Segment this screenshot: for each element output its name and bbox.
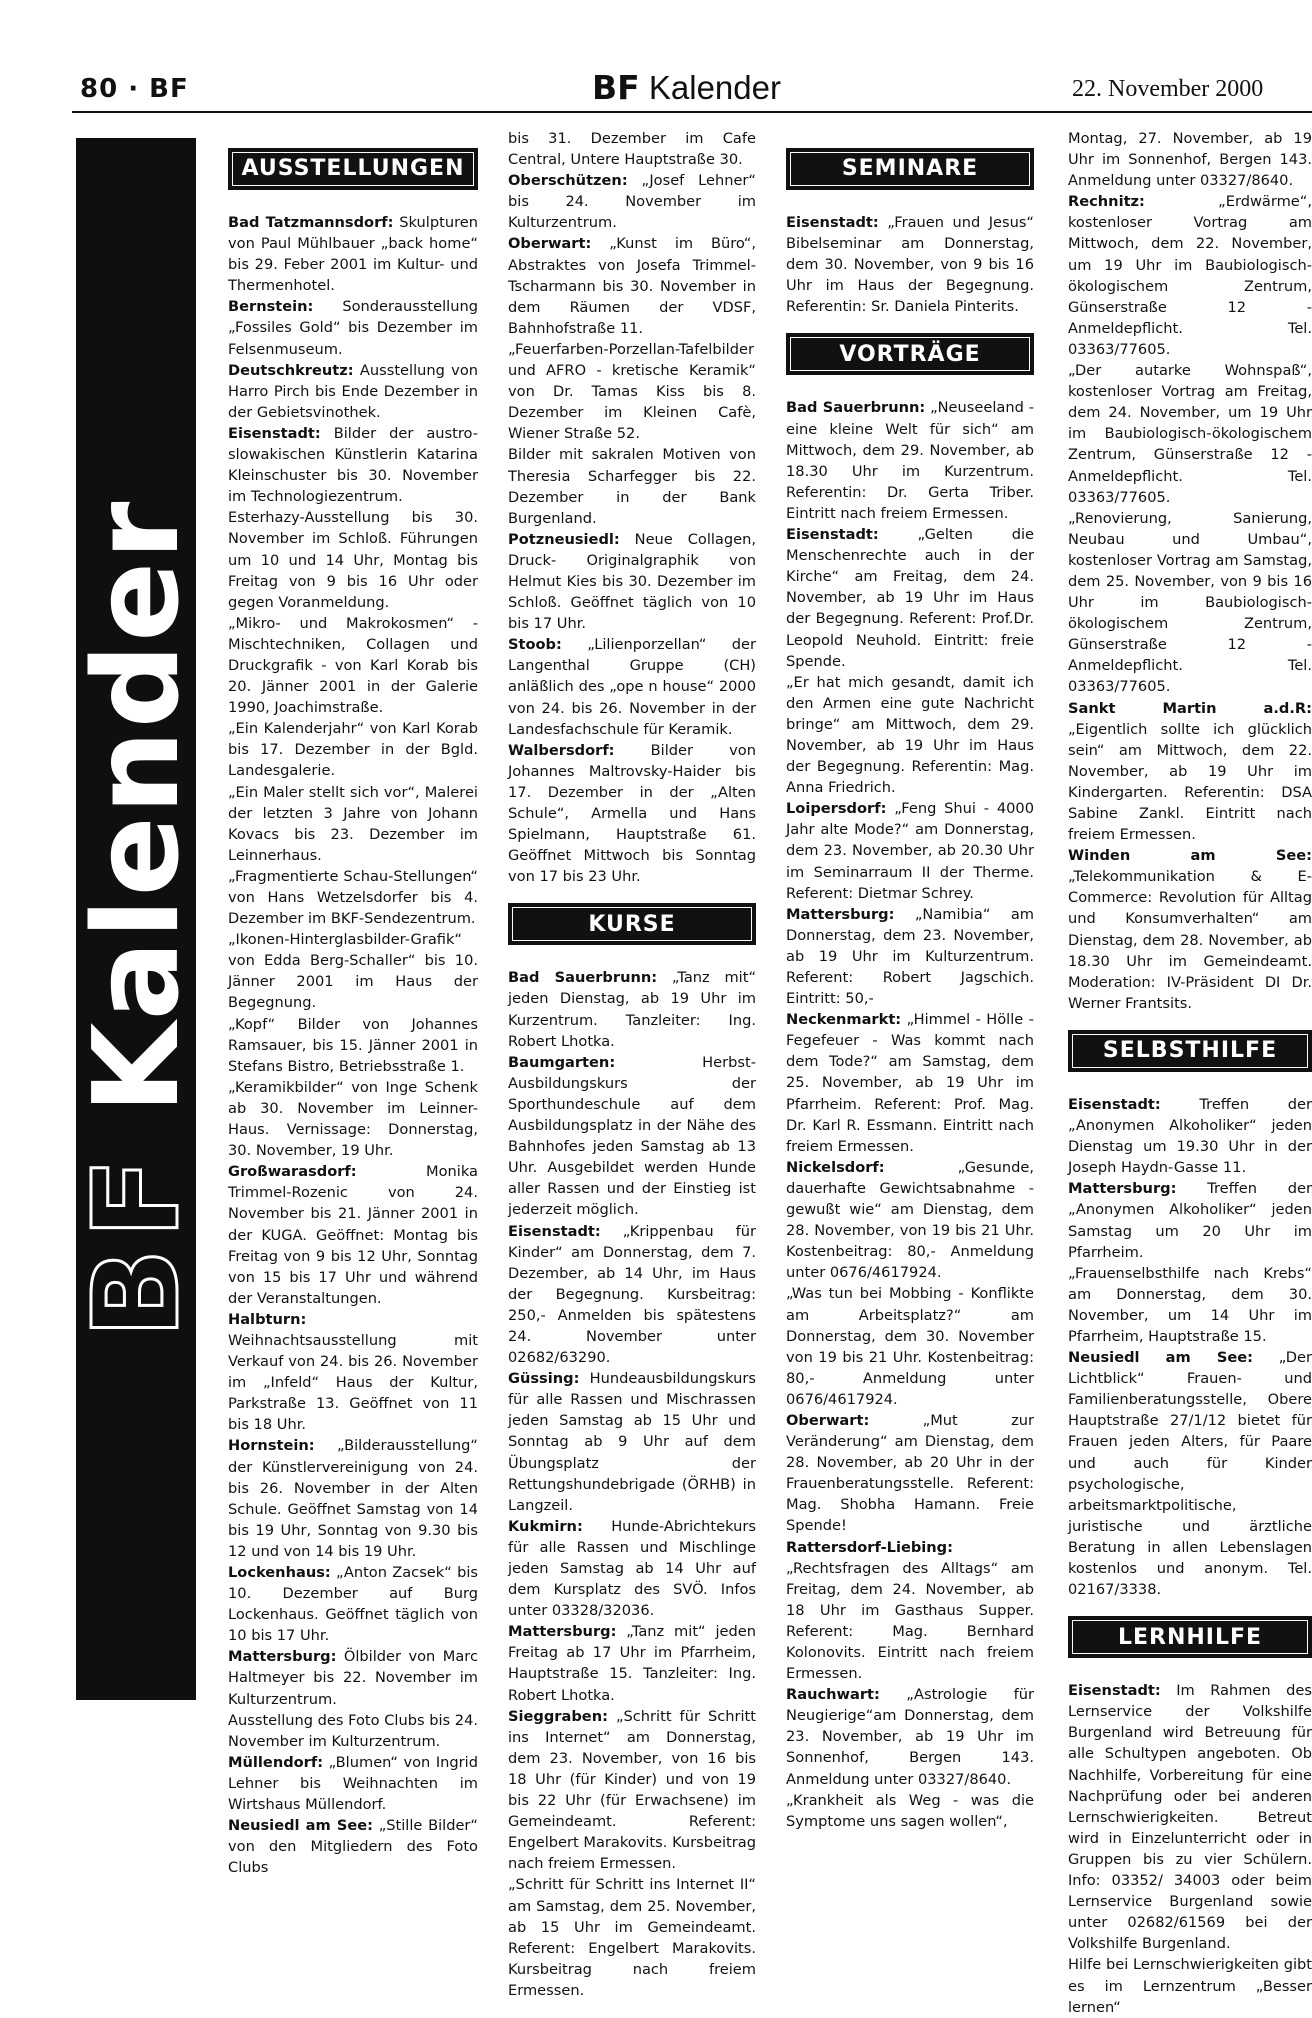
listing-text: „Neuseeland - eine kleine Welt für sich“ am Mittwoch, dem 29. November, ab 18.30 Uhr im Kurzentrum. Referentin: Dr. Gerta Triber. Eintritt nach freiem Ermessen. <box>786 399 1034 522</box>
side-banner-text <box>67 499 205 1339</box>
listing <box>508 1052 756 1221</box>
listing-place: Bad Sauerbrunn: <box>786 399 926 417</box>
listing <box>508 1221 756 1369</box>
listing <box>228 423 478 507</box>
listing-text: „Schritt für Schritt ins Internet II“ am Samstag, dem 25. November, ab 15 Uhr im Gemeindeamt. Referent: Engelbert Marakovits. Kursbeitrag nach freiem Ermessen. <box>508 1876 756 1999</box>
listing-text: „Frauenselbsthilfe nach Krebs“ am Donnerstag, dem 30. November, um 14 Uhr im Pfarrheim, Hauptstraße 15. <box>1068 1264 1312 1345</box>
listing-text: Sonderausstellung „Fossiles Gold“ bis Dezember im Felsenmuseum. <box>228 298 478 358</box>
listing-place: Neckenmarkt: <box>786 1011 902 1029</box>
listing-text: „Gelten die Menschenrechte auch in der Kirche“ am Freitag, dem 24. November, ab 19 Uhr im Haus der Begegnung. Referent: Prof.Dr. Leopold Neuhold. Eintritt: freie Spende. <box>786 526 1034 670</box>
listing <box>1068 1347 1312 1600</box>
column-2 <box>508 128 757 1999</box>
listing-text: „Erdwärme“, kostenloser Vortrag am Mittwoch, dem 22. November, um 19 Uhr im Baubiologisch-ökologischem Zentrum, Günserstraße 12 - Anmeldepflicht. Tel. 03363/77605. <box>1068 193 1312 358</box>
listing <box>228 866 478 929</box>
listing <box>786 672 1034 799</box>
listing-place: Großwarasdorf: <box>228 1163 357 1181</box>
listing-place: Sankt Martin a.d.R: <box>1068 699 1312 717</box>
listing-place: Eisenstadt: <box>1068 1682 1161 1700</box>
listing-place: Eisenstadt: <box>228 424 321 442</box>
listing-text: bis 31. Dezember im Cafe Central, Untere Hauptstraße 30. <box>508 130 756 169</box>
listing <box>1068 1680 1312 1954</box>
listing <box>1068 845 1312 1014</box>
listing-text: Neue Collagen, Druck- Originalgraphik von Helmut Kies bis 30. Dezember im Schloß. Geöffnet täglich von 10 bis 17 Uhr. <box>508 530 756 633</box>
heading-vortraege: VORTRÄGE <box>786 333 1034 375</box>
listing-place: Kukmirn: <box>508 1517 583 1535</box>
listing-place: Eisenstadt: <box>786 214 879 231</box>
listing-place: Müllendorf: <box>228 1753 324 1771</box>
listing <box>1068 698 1312 846</box>
listing-place: Neusiedl am See: <box>1068 1349 1254 1367</box>
listing <box>508 1621 756 1705</box>
listing <box>228 1562 478 1646</box>
listing-text: „Gesunde, dauerhafte Gewichtsabnahme - gewußt wie“ am Dienstag, dem 28. November, von 19 bis 21 Uhr. Kostenbeitrag: 80,- Anmeldung unter 0676/4617924. <box>786 1158 1034 1282</box>
listing <box>228 360 478 423</box>
listing-text: Ausstellung von Harro Pirch bis Ende Dezember in der Gebietsvinothek. <box>228 361 478 421</box>
listing <box>1068 191 1312 360</box>
listing-place: Deutschkreutz: <box>228 361 354 379</box>
listing-text: Monika Trimmel-Rozenic von 24. November bis 21. Jänner 2001 in der KUGA. Geöffnet: Montag bis Freitag von 9 bis 12 Uhr, Sonntag von 15 bis 17 Uhr und während der Veranstaltungen. <box>228 1163 478 1307</box>
listing-place: Nickelsdorf: <box>786 1158 885 1176</box>
listing-text: „Telekommunikation & E-Commerce: Revolution für Alltag und Konsumverhalten“ am Dienstag, dem 28. November, ab 18.30 Uhr im Gemeindeamt. Moderation: IV-Präsident DI Dr. Werner Frantsits. <box>1068 868 1312 1012</box>
listing-text: Hunde-Abrichtekurs für alle Rassen und Mischlinge jeden Samstag ab 14 Uhr auf dem Kursplatz des SVÖ. Infos unter 03328/32036. <box>508 1517 756 1620</box>
listing <box>786 1157 1034 1284</box>
listing <box>786 1790 1034 1832</box>
listing-text: Bilder der austro-slowakischen Künstlerin Katarina Kleinschuster bis 30. November im Technologiezentrum. <box>228 424 478 506</box>
listing <box>508 339 756 444</box>
listing <box>508 740 756 888</box>
listing-place: Oberwart: <box>786 1411 870 1429</box>
heading-kurse: KURSE <box>508 903 756 945</box>
listing-text: „Ein Kalenderjahr“ von Karl Korab bis 17. Dezember in der Bgld. Landesgalerie. <box>228 720 478 780</box>
issue-date: 22. November 2000 <box>1072 76 1264 102</box>
listing <box>508 1874 756 2001</box>
listing-text: „Was tun bei Mobbing - Konflikte am Arbeitsplatz?“ am Donnerstag, dem 30. November von 19 bis 21 Uhr. Kostenbeitrag: 80,- Anmeldung unter 0676/4617924. <box>786 1285 1034 1408</box>
listing <box>508 444 756 528</box>
listing <box>228 1435 478 1562</box>
listing <box>786 1410 1034 1537</box>
listing <box>228 1646 478 1709</box>
listing-text: „Frauen und Jesus“ Bibelseminar am Donnerstag, dem 30. November, von 9 bis 16 Uhr im Haus der Begegnung. Referentin: Sr. Daniela Pinterits. <box>786 214 1034 316</box>
listing-text: „Anton Zacsek“ bis 10. Dezember auf Burg Lockenhaus. Geöffnet täglich von 10 bis 17 Uhr. <box>228 1564 478 1645</box>
listing <box>786 1283 1034 1410</box>
listing-place: Mattersburg: <box>228 1648 337 1666</box>
listing-text: „Himmel - Hölle - Fegefeuer - Was kommt nach dem Tode?“ am Samstag, dem 25. November, ab 19 Uhr im Pfarrheim. Referent: Prof. Mag. Dr. Karl R. Essmann. Eintritt nach freiem Ermessen. <box>786 1011 1034 1155</box>
listing <box>228 296 478 359</box>
listing <box>508 233 756 338</box>
column-4 <box>1068 128 1312 2016</box>
listing-place: Eisenstadt: <box>508 1222 601 1240</box>
heading-selbsthilfe: SELBSTHILFE <box>1068 1030 1312 1072</box>
listing-place: Halbturn: <box>228 1310 307 1328</box>
listing <box>786 1537 1034 1685</box>
listing <box>1068 128 1312 191</box>
listing-place: Oberwart: <box>508 235 592 253</box>
listing-place: Stoob: <box>508 636 562 654</box>
listing-place: Winden am See: <box>1068 847 1312 865</box>
listing-text: Bilder mit sakralen Motiven von Theresia Scharfegger bis 22. Dezember in der Bank Burgenland. <box>508 446 756 527</box>
listing <box>228 1710 478 1752</box>
page-header <box>72 66 1312 110</box>
listing <box>228 613 478 718</box>
listing <box>1068 1178 1312 1262</box>
listing-text: „Krippenbau für Kinder“ am Donnerstag, dem 7. Dezember, ab 14 Uhr, im Haus der Begegnung. Kursbeitrag: 250,- Anmelden bis spätestens 24. November unter 02682/63290. <box>508 1222 756 1367</box>
masthead-word: Kalender <box>648 69 781 106</box>
listing-text: „Renovierung, Sanierung, Neubau und Umbau“, kostenloser Vortrag am Samstag, dem 25. November, von 9 bis 16 Uhr im Baubiologisch-ökologischem Zentrum, Günserstraße 12 - Anmeldepflicht. Tel. 03363/77605. <box>1068 509 1312 696</box>
listing-text: „Kopf“ Bilder von Johannes Ramsauer, bis 15. Jänner 2001 in Stefans Bistro, Betriebsstraße 1. <box>228 1015 478 1075</box>
listing-place: Eisenstadt: <box>1068 1095 1161 1113</box>
listing <box>508 1516 756 1621</box>
listing-text: „Rechtsfragen des Alltags“ am Freitag, dem 24. November, ab 18 Uhr im Gasthaus Supper. Referent: Mag. Bernhard Kolonovits. Eintritt nach freiem Ermessen. <box>786 1559 1034 1683</box>
listing-text: Ölbilder von Marc Haltmeyer bis 22. November im Kulturzentrum. <box>228 1648 478 1708</box>
listing-place: Bad Tatzmannsdorf: <box>228 214 394 231</box>
listing-place: Bernstein: <box>228 298 314 316</box>
listing <box>508 1368 756 1516</box>
listing-text: Hilfe bei Lernschwierigkeiten gibt es im Lernzentrum „Besser lernen“ <box>1068 1956 1312 2016</box>
listing-text: Ausstellung des Foto Clubs bis 24. November im Kulturzentrum. <box>228 1711 478 1750</box>
listing <box>228 507 478 612</box>
page-number: 80 · BF <box>80 74 189 104</box>
listing-place: Baumgarten: <box>508 1053 616 1071</box>
listing <box>228 929 478 1013</box>
listing <box>228 1752 478 1815</box>
listing-place: Neusiedl am See: <box>228 1817 373 1835</box>
listing-place: Rauchwart: <box>786 1686 880 1704</box>
listing-place: Mattersburg: <box>1068 1180 1177 1198</box>
column-1 <box>228 128 478 1877</box>
listing <box>228 1161 478 1309</box>
listing-text: Treffen der „Anonymen Alkoholiker“ jeden Samstag um 20 Uhr im Pfarrheim. <box>1068 1180 1312 1261</box>
listing <box>786 212 1034 317</box>
listing <box>786 397 1034 524</box>
column-3 <box>786 128 1034 1830</box>
listing <box>228 1014 478 1077</box>
listing <box>228 212 478 296</box>
listing-text: „Bilderausstellung“ der Künstlervereinigung von 24. bis 26. November in der Alten Schule. Geöffnet Samstag von 14 bis 19 Uhr, Sonntag von 9.30 bis 12 und von 14 bis 19 Uhr. <box>228 1437 478 1560</box>
listing <box>1068 508 1312 698</box>
heading-lernhilfe: LERNHILFE <box>1068 1616 1312 1658</box>
listing-text: „Josef Lehner“ bis 24. November im Kulturzentrum. <box>508 172 756 232</box>
listing-place: Hornstein: <box>228 1437 315 1455</box>
listing <box>786 524 1034 672</box>
listing-text: Weihnachtsausstellung mit Verkauf von 24. bis 26. November im „Infeld“ Haus der Kultur, Parkstraße 13. Geöffnet von 11 bis 18 Uhr. <box>228 1331 478 1434</box>
listing-place: Güssing: <box>508 1370 580 1388</box>
listing <box>508 967 756 1051</box>
listing-text: „Tanz mit“ jeden Dienstag, ab 19 Uhr im Kurzentrum. Tanzleiter: Ing. Robert Lhotka. <box>508 969 757 1050</box>
listing-text: „Ein Maler stellt sich vor“, Malerei der letzten 3 Jahre von Johann Kovacs bis 23. Dezember im Leinnerhaus. <box>228 783 478 864</box>
listing-text: Im Rahmen des Lernservice der Volkshilfe Burgenland wird Betreuung für alle Schultypen angeboten. Ob Nachhilfe, Vorbereitung für eine Nachprüfung oder bei anderen Lernschwierigkeiten. Betreut wird in Einzelunterricht oder in Gruppen bis zu vier Schülern. Info: 03352/ 34003 oder beim Lernservice Burgenland sowie unter 02682/61569 bei der Volkshilfe Burgenland. <box>1068 1682 1312 1953</box>
listing-text: „Lilienporzellan“ der Langenthal Gruppe (CH) anläßlich des „ope n house“ 2000 von 24. bis 26. November in der Landesfachschule für Keramik. <box>508 636 756 738</box>
listing-text: „Mut zur Veränderung“ am Dienstag, dem 28. November, ab 20 Uhr in der Frauenberatungsstelle. Referent: Mag. Shobha Hamann. Freie Spende! <box>786 1411 1034 1535</box>
listing-place: Eisenstadt: <box>786 526 879 544</box>
listing-text: Montag, 27. November, ab 19 Uhr im Sonnenhof, Bergen 143. Anmeldung unter 03327/8640. <box>1068 130 1312 190</box>
listing-text: „Feng Shui - 4000 Jahr alte Mode?“ am Donnerstag, dem 23. November, ab 20.30 Uhr im Seminarraum II der Therme. Referent: Dietmar Schrey. <box>786 800 1034 902</box>
listing <box>786 1684 1034 1789</box>
listing-place: Mattersburg: <box>786 905 895 923</box>
listing-text: „Der autarke Wohnspaß“, kostenloser Vortrag am Freitag, dem 24. November, um 19 Uhr im Baubiologisch-ökologischem Zentrum, Günserstraße 12 - Anmeldepflicht. Tel. 03363/77605. <box>1068 362 1312 506</box>
listing <box>228 1815 478 1878</box>
listing <box>1068 1954 1312 2017</box>
listing-place: Sieggraben: <box>508 1707 608 1725</box>
listing <box>1068 1094 1312 1178</box>
listing-text: Skulpturen von Paul Mühlbauer „back home“ bis 29. Feber 2001 im Kultur- und Thermenhotel. <box>228 214 478 295</box>
listing-place: Potzneusiedl: <box>508 530 620 548</box>
listing <box>786 1009 1034 1157</box>
listing-text: „Eigentlich sollte ich glücklich sein“ am Mittwoch, dem 22. November, ab 19 Uhr im Kindergarten. Referentin: DSA Sabine Zankl. Eintritt nach freiem Ermessen. <box>1068 720 1312 844</box>
listing-place: Oberschützen: <box>508 172 628 190</box>
listing-text: Treffen der „Anonymen Alkoholiker“ jeden Dienstag um 19.30 Uhr in der Joseph Haydn-Gasse 11. <box>1068 1095 1312 1177</box>
listing-place: Walbersdorf: <box>508 741 615 759</box>
listing-text: „Mikro- und Makrokosmen“ - Mischtechniken, Collagen und Druckgrafik - von Karl Korab bis 20. Jänner 2001 in der Galerie 1990, Joachimstraße. <box>228 614 478 717</box>
listing <box>508 529 756 634</box>
listing <box>1068 1263 1312 1347</box>
listing-text: „Feuerfarben-Porzellan-Tafelbilder und AFRO - kretische Keramik“ von Dr. Tamas Kiss bis 8. Dezember im Kleinen Cafè, Wiener Straße 52. <box>508 340 756 443</box>
listing <box>1068 360 1312 508</box>
listing-place: Mattersburg: <box>508 1623 617 1641</box>
listing <box>228 1309 478 1436</box>
listing <box>786 798 1034 903</box>
heading-seminare: SEMINARE <box>786 148 1034 190</box>
listing-text: „Ikonen-Hinterglasbilder-Grafik“ von Edda Berg-Schaller“ bis 10. Jänner 2001 im Haus der Begegnung. <box>228 931 478 1012</box>
listing <box>508 170 756 233</box>
listing-place: Rattersdorf-Liebing: <box>786 1538 953 1556</box>
listing-text: „Schritt für Schritt ins Internet“ am Donnerstag, dem 23. November, von 16 bis 18 Uhr (für Kinder) und von 19 bis 22 Uhr (für Erwachsene) im Gemeindeamt. Referent: Engelbert Marakovits. Kursbeitrag nach freiem Ermessen. <box>508 1707 756 1873</box>
listing-text: „Fragmentierte Schau-Stellungen“ von Hans Wetzelsdorfer bis 4. Dezember im BKF-Sendezentrum. <box>228 867 478 928</box>
listing-text: Bilder von Johannes Maltrovsky-Haider bis 17. Dezember in der „Alten Schule“, Armella und Hans Spielmann, Hauptstraße 61. Geöffnet Mittwoch bis Sonntag von 17 bis 23 Uhr. <box>508 741 756 886</box>
listing <box>508 128 756 170</box>
listing-text: Herbst-Ausbildungskurs der Sporthundeschule auf dem Ausbildungsplatz in der Nähe des Bahnhofes jeden Samstag ab 13 Uhr. Ausgebildet werden Hunde aller Rassen und der Einstieg ist jederzeit möglich. <box>508 1053 756 1219</box>
side-banner-word: Kalender <box>67 499 205 1114</box>
listing-text: „Namibia“ am Donnerstag, dem 23. November, ab 19 Uhr im Kulturzentrum. Referent: Robert Jagschich. Eintritt: 50,- <box>786 905 1034 1008</box>
listing-text: „Blumen“ von Ingrid Lehner bis Weihnachten im Wirtshaus Müllendorf. <box>228 1753 478 1814</box>
masthead-title <box>592 68 781 107</box>
listing <box>508 1706 756 1875</box>
side-banner-logo: BF <box>67 1147 205 1339</box>
heading-ausstellungen: AUSSTELLUNGEN <box>228 148 478 190</box>
listing-text: „Der Lichtblick“ Frauen- und Familienberatungsstelle, Obere Hauptstraße 27/1/12 bietet für Frauen jeden Alters, für Paare und auch für Kinder psychologische, arbeitsmarktpolitische, juristische und ärztliche Beratung in allen Lebenslagen kostenlos und anonym. Tel. 02167/3338. <box>1068 1349 1312 1599</box>
listing-text: „Krankheit als Weg - was die Symptome uns sagen wollen“, <box>786 1791 1034 1830</box>
listing-text: Esterhazy-Ausstellung bis 30. November im Schloß. Führungen um 10 und 14 Uhr, Montag bis Freitag von 9 bis 16 Uhr oder gegen Voranmeldung. <box>228 509 478 611</box>
header-rule <box>72 111 1312 113</box>
listing <box>228 782 478 866</box>
listing <box>508 634 756 739</box>
listing <box>786 904 1034 1009</box>
listing-text: „Keramikbilder“ von Inge Schenk ab 30. November im Leinner-Haus. Vernissage: Donnerstag, 30. November, 19 Uhr. <box>228 1078 478 1160</box>
listing <box>228 1077 478 1161</box>
listing-text: „Tanz mit“ jeden Freitag ab 17 Uhr im Pfarrheim, Hauptstraße 15. Tanzleiter: Ing. Robert Lhotka. <box>508 1623 756 1704</box>
listing-text: „Stille Bilder“ von den Mitgliedern des Foto Clubs <box>228 1817 478 1877</box>
side-banner <box>67 138 205 1700</box>
listing-text: „Er hat mich gesandt, damit ich den Armen eine gute Nachricht bringe“ am Mittwoch, dem 29. November, ab 19 Uhr im Haus der Begegnung. Referentin: Mag. Anna Friedrich. <box>786 673 1034 797</box>
listing-text: Hundeausbildungskurs für alle Rassen und Mischrassen jeden Samstag ab 15 Uhr und Sonntag ab 9 Uhr auf dem Übungsplatz der Rettungshundebrigade (ÖRHB) in Langzeil. <box>508 1370 756 1514</box>
listing-place: Bad Sauerbrunn: <box>508 969 658 987</box>
listing-place: Rechnitz: <box>1068 193 1145 211</box>
listing-place: Lockenhaus: <box>228 1564 331 1581</box>
listing-text: „Astrologie für Neugierige“am Donnerstag, dem 23. November, ab 19 Uhr im Sonnenhof, Bergen 143. Anmeldung unter 03327/8640. <box>786 1686 1034 1788</box>
listing-place: Loipersdorf: <box>786 800 887 818</box>
masthead-logo: BF <box>592 68 640 107</box>
listing <box>228 718 478 781</box>
listing-text: „Kunst im Büro“, Abstraktes von Josefa Trimmel-Tscharmann bis 30. November in dem Räumen der VDSF, Bahnhofstraße 11. <box>508 235 756 337</box>
